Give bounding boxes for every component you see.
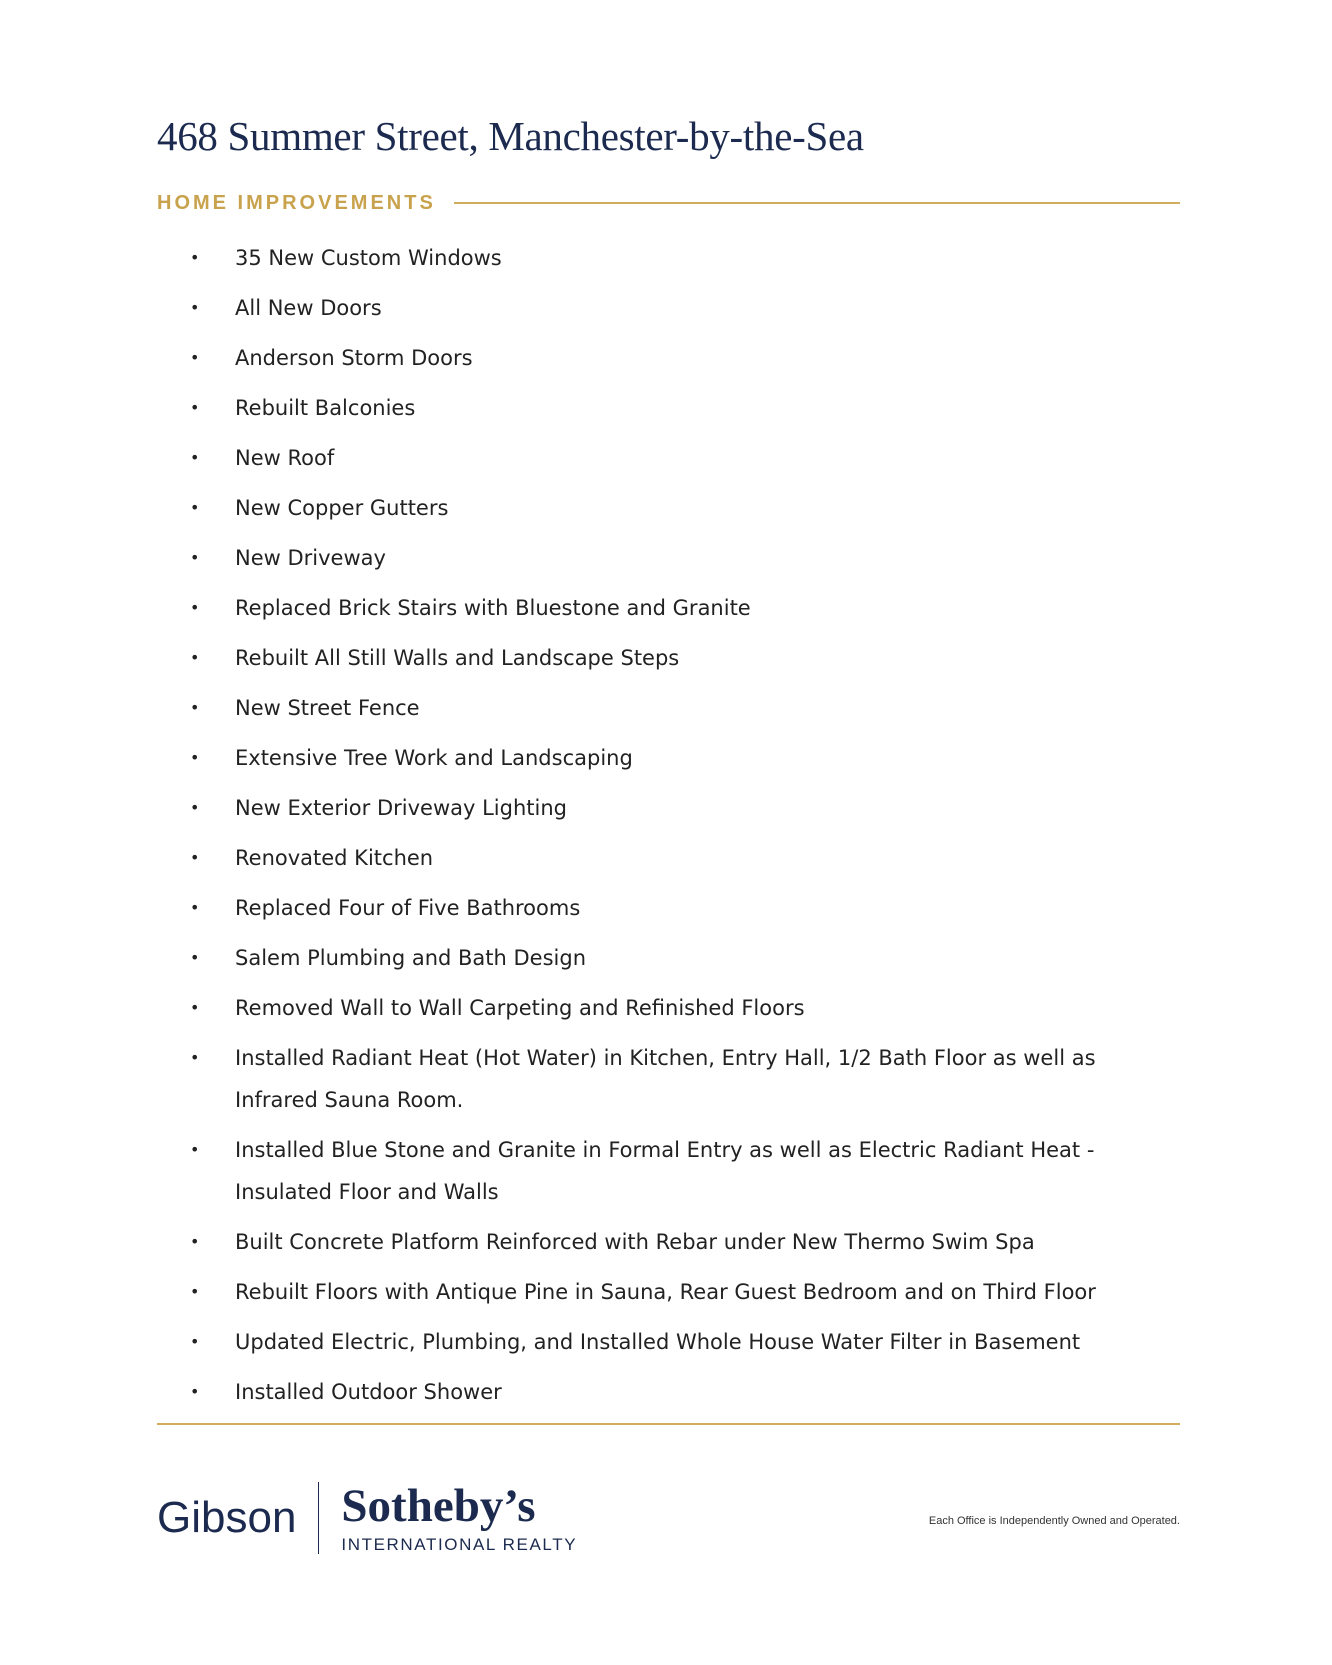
bullet-icon: • xyxy=(190,748,200,767)
list-item-text: Salem Plumbing and Bath Design xyxy=(235,946,587,970)
list-item xyxy=(157,637,1180,679)
list-item-text: Replaced Brick Stairs with Bluestone and Granite xyxy=(235,596,751,620)
section-divider xyxy=(454,202,1180,204)
section-label: HOME IMPROVEMENTS xyxy=(157,191,436,214)
bullet-icon: • xyxy=(190,1382,200,1401)
list-item xyxy=(157,737,1180,779)
list-item xyxy=(157,487,1180,529)
bullet-icon: • xyxy=(190,298,200,317)
list-item xyxy=(157,587,1180,629)
list-item-text: Updated Electric, Plumbing, and Installed Whole House Water Filter in Basement xyxy=(235,1330,1081,1354)
list-item xyxy=(157,837,1180,879)
list-item xyxy=(157,1037,1180,1121)
list-item xyxy=(157,1271,1180,1313)
list-item xyxy=(157,937,1180,979)
list-item xyxy=(157,1129,1180,1213)
bullet-icon: • xyxy=(190,998,200,1017)
bullet-icon: • xyxy=(190,448,200,467)
list-item xyxy=(157,687,1180,729)
bullet-icon: • xyxy=(190,498,200,517)
list-item-text: Rebuilt Balconies xyxy=(235,396,416,420)
bullet-icon: • xyxy=(190,398,200,417)
logo-subtitle: INTERNATIONAL REALTY xyxy=(341,1535,578,1554)
list-item-text: All New Doors xyxy=(235,296,382,320)
bullet-icon: • xyxy=(190,848,200,867)
bullet-icon: • xyxy=(190,798,200,817)
list-item-text: New Street Fence xyxy=(235,696,420,720)
disclaimer-text: Each Office is Independently Owned and Operated. xyxy=(928,1515,1180,1527)
list-item xyxy=(157,1221,1180,1263)
list-item xyxy=(157,537,1180,579)
bullet-icon: • xyxy=(190,898,200,917)
bullet-icon: • xyxy=(190,598,200,617)
bullet-icon: • xyxy=(190,1282,200,1301)
list-item-text: New Copper Gutters xyxy=(235,496,449,520)
section-header xyxy=(157,188,1180,218)
list-item-text: Built Concrete Platform Reinforced with Rebar under New Thermo Swim Spa xyxy=(235,1230,1035,1254)
list-item-text: Installed Radiant Heat (Hot Water) in Kitchen, Entry Hall, 1/2 Bath Floor as well as Infrared Sauna Room. xyxy=(235,1046,1096,1112)
bullet-icon: • xyxy=(190,548,200,567)
list-item xyxy=(157,287,1180,329)
bullet-icon: • xyxy=(190,248,200,267)
list-item-text: New Roof xyxy=(235,446,335,470)
list-item xyxy=(157,987,1180,1029)
improvements-list xyxy=(157,237,1180,1421)
list-item-text: Installed Blue Stone and Granite in Formal Entry as well as Electric Radiant Heat - Insulated Floor and Walls xyxy=(235,1138,1095,1204)
list-item-text: 35 New Custom Windows xyxy=(235,246,502,270)
bullet-icon: • xyxy=(190,698,200,717)
logo-sothebys-block xyxy=(341,1481,577,1555)
bullet-icon: • xyxy=(190,1140,200,1159)
list-item-text: Renovated Kitchen xyxy=(235,846,434,870)
list-item-text: Removed Wall to Wall Carpeting and Refinished Floors xyxy=(235,996,805,1020)
list-item-text: Extensive Tree Work and Landscaping xyxy=(235,746,633,770)
list-item-text: New Exterior Driveway Lighting xyxy=(235,796,567,820)
list-item-text: Replaced Four of Five Bathrooms xyxy=(235,896,581,920)
bottom-divider xyxy=(157,1423,1180,1425)
logo-gibson-text: Gibson xyxy=(157,1493,297,1542)
bullet-icon: • xyxy=(190,1048,200,1067)
bullet-icon: • xyxy=(190,948,200,967)
list-item-text: Installed Outdoor Shower xyxy=(235,1380,502,1404)
list-item-text: Anderson Storm Doors xyxy=(235,346,473,370)
property-address-title: 468 Summer Street, Manchester-by-the-Sea xyxy=(157,113,864,159)
list-item-text: Rebuilt Floors with Antique Pine in Sauna, Rear Guest Bedroom and on Third Floor xyxy=(235,1280,1096,1304)
bullet-icon: • xyxy=(190,1332,200,1351)
list-item xyxy=(157,237,1180,279)
list-item xyxy=(157,1371,1180,1413)
list-item xyxy=(157,1321,1180,1363)
list-item-text: New Driveway xyxy=(235,546,386,570)
list-item-text: Rebuilt All Still Walls and Landscape Steps xyxy=(235,646,680,670)
list-item xyxy=(157,787,1180,829)
bullet-icon: • xyxy=(190,348,200,367)
logo-divider xyxy=(318,1482,319,1554)
flyer-page xyxy=(157,0,1180,1665)
bullet-icon: • xyxy=(190,1232,200,1251)
list-item xyxy=(157,887,1180,929)
list-item xyxy=(157,437,1180,479)
brokerage-logo xyxy=(157,1478,577,1558)
logo-sothebys-text: Sotheby’s xyxy=(341,1480,536,1532)
list-item xyxy=(157,387,1180,429)
list-item xyxy=(157,337,1180,379)
bullet-icon: • xyxy=(190,648,200,667)
